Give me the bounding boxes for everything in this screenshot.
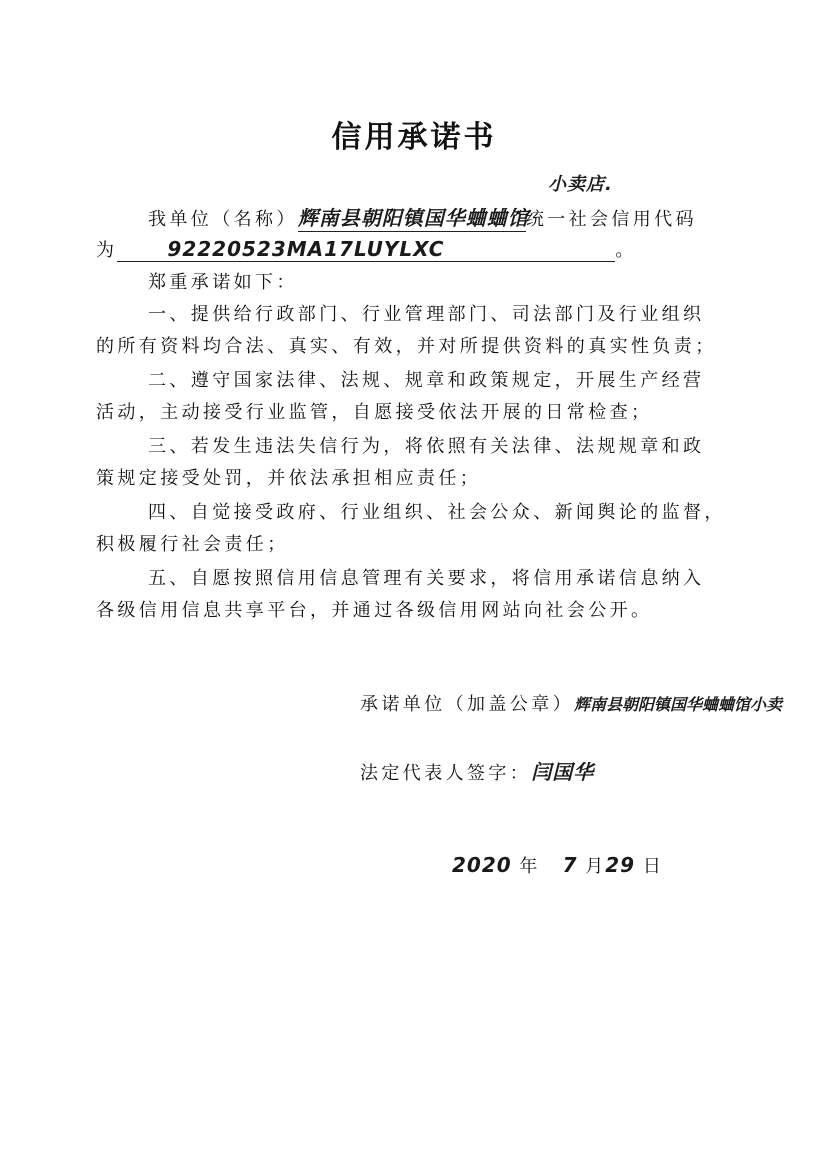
seal-label: 承诺单位（加盖公章）: [360, 694, 574, 715]
item-1-line-1: 一、提供给行政部门、行业管理部门、司法部门及行业组织: [148, 304, 705, 325]
seal-line: [360, 690, 782, 716]
date-month-unit: 月: [585, 856, 606, 877]
item-1-line-2: 的所有资料均合法、真实、有效，并对所提供资料的真实性负责；: [96, 336, 717, 357]
unit-name-suffix-handwritten: 小卖店.: [548, 174, 613, 195]
intro-suffix: 统一社会信用代码: [525, 209, 698, 230]
code-prefix: 为: [96, 240, 118, 261]
intro-prefix: 我单位（名称）: [148, 209, 298, 230]
rep-signature: 闫国华: [531, 760, 595, 784]
item-4-line-1: 四、自觉接受政府、行业组织、社会公众、新闻舆论的监督，: [148, 502, 726, 523]
code-end: 。: [615, 240, 637, 261]
item-2-line-2: 活动，主动接受行业监管，自愿接受依法开展的日常检查；: [96, 402, 653, 423]
intro-line: [148, 202, 697, 232]
item-3-line-2: 策规定接受处罚，并依法承担相应责任；: [96, 468, 482, 489]
date-year: 2020: [452, 853, 512, 877]
seal-handwritten: 辉南县朝阳镇国华蛐蛐馆小卖: [574, 695, 783, 714]
unit-name-handwritten: 辉南县朝阳镇国华蛐蛐馆: [298, 202, 526, 232]
commit-heading: 郑重承诺如下：: [148, 272, 298, 293]
document-title: 信用承诺书: [331, 120, 497, 155]
item-2-line-1: 二、遵守国家法律、法规、规章和政策规定，开展生产经营: [148, 370, 705, 391]
item-5-line-2: 各级信用信息共享平台，并通过各级信用网站向社会公开。: [96, 600, 653, 621]
representative-line: [360, 756, 594, 785]
credit-code-handwritten: 92220523MA17LUYLXC: [117, 237, 615, 262]
item-5-line-1: 五、自愿按照信用信息管理有关要求，将信用承诺信息纳入: [148, 568, 705, 589]
date-day-unit: 日: [642, 856, 663, 877]
item-4-line-2: 积极履行社会责任；: [96, 534, 289, 555]
date-day: 29: [605, 853, 636, 877]
date-month: 7: [562, 853, 578, 877]
credit-code-line: [96, 236, 637, 262]
date-line: [452, 852, 663, 878]
date-year-unit: 年: [519, 856, 540, 877]
item-3-line-1: 三、若发生违法失信行为，将依照有关法律、法规规章和政: [148, 436, 705, 457]
rep-label: 法定代表人签字：: [360, 763, 532, 784]
